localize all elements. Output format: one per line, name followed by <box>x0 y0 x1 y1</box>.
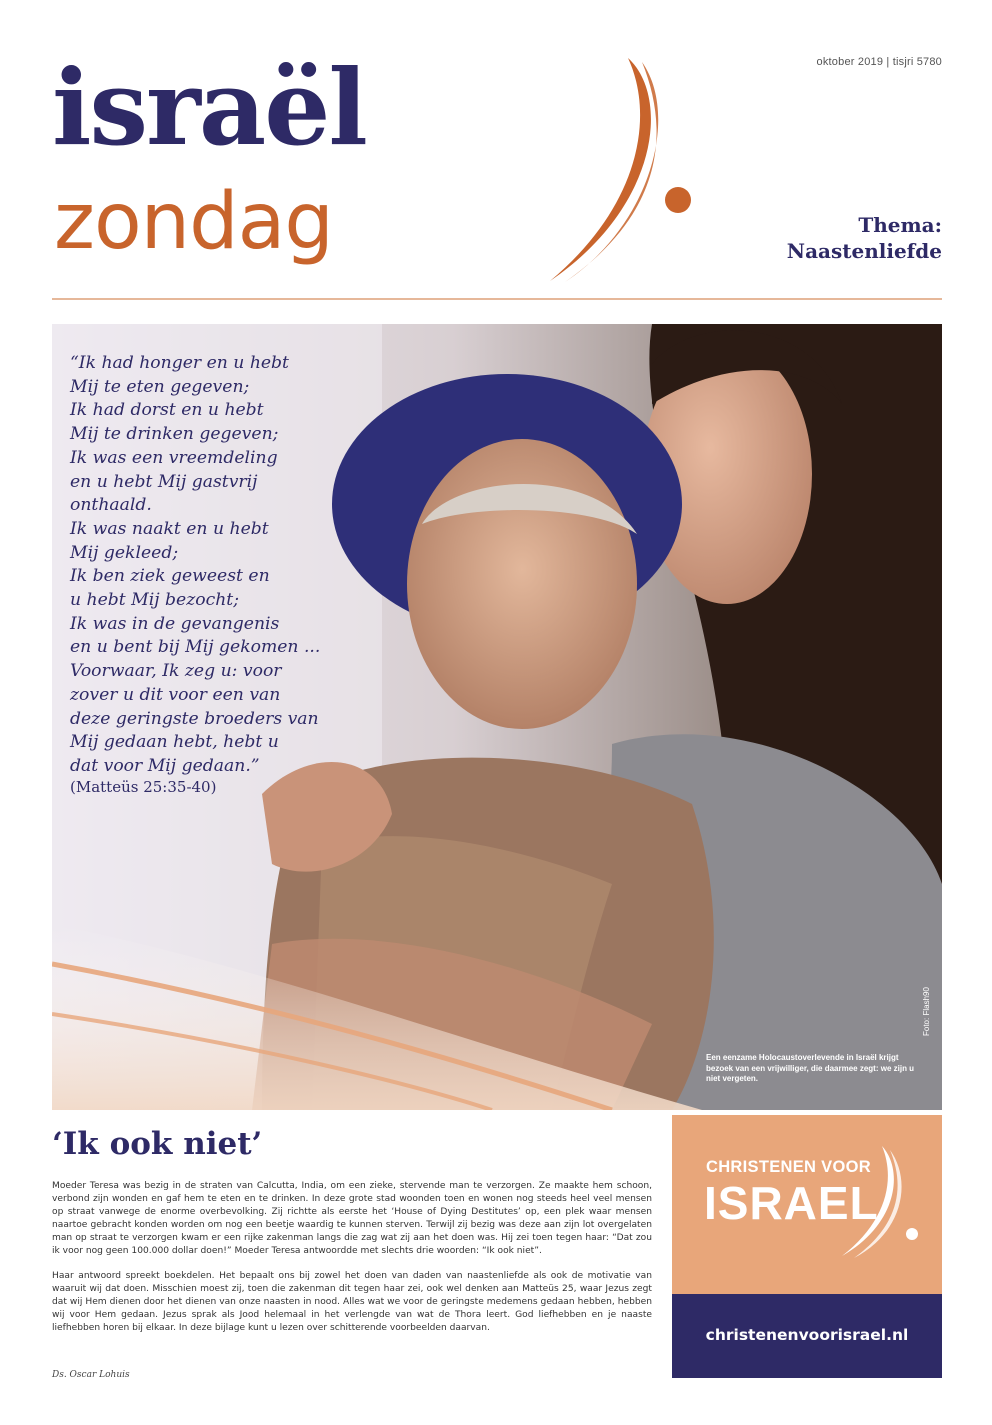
article-headline: ‘Ik ook niet’ <box>52 1126 263 1162</box>
scripture-reference: (Matteüs 25:35-40) <box>70 778 217 796</box>
website-link[interactable]: christenenvoorisrael.nl <box>705 1326 909 1344</box>
article-paragraph: Haar antwoord spreekt boekdelen. Het bepaalt ons bij zowel het doen van daden van naastenliefde als ook de motivatie van waaruit wij dat doen. Misschien moest zij, toen die zakenman dit tegen haar zei, ook wel denken aan Matteüs 25, waar Jezus zegt dat wij Hem dienen door het dienen van onze naasten in nood. Alles wat we voor de geringste medemens gedaan hebben, hebben wij voor Hem gedaan. Jezus sprak als Jood helemaal in het verlengde van wat de Thora leert. God liefhebben en je naaste liefhebben horen bij elkaar. In deze bijlage kunt u lezen over schitterende voorbeelden daarvan. <box>52 1271 652 1333</box>
photo-caption: Een eenzame Holocaustoverlevende in Israël krijgt bezoek van een vrijwilliger, die daarmee zegt: we zijn u niet vergeten. <box>706 1053 915 1083</box>
masthead-subtitle: zondag <box>54 177 333 267</box>
photo-credit: Foto: Flash90 <box>922 987 931 1036</box>
issue-date: oktober 2019 | tisjri 5780 <box>816 56 942 68</box>
header-divider <box>52 298 942 300</box>
scripture-quote: “Ik had honger en u hebt Mij te eten gegeven; Ik had dorst en u hebt Mij te drinken gegeven; Ik was een vreemdeling en u hebt Mij gastvrij onthaald. Ik was naakt en u hebt Mij gekleed; Ik ben ziek geweest en u hebt Mij bezocht; Ik was in de gevangenis en u bent bij Mij gekomen ... Voorwaar, Ik zeg u: voor zover u dit voor een van deze geringste broeders van Mij gedaan hebt, hebt u dat voor Mij gedaan.” <box>70 353 321 776</box>
swoosh-logo-icon <box>520 56 710 286</box>
article-body <box>52 1180 652 1347</box>
sponsor-name-line1: CHRISTENEN VOOR <box>706 1158 871 1176</box>
masthead-title: israël <box>52 46 366 169</box>
sponsor-name-line2: ISRAEL <box>704 1177 879 1229</box>
article-author: Ds. Oscar Lohuis <box>52 1370 130 1380</box>
theme-label: Thema: <box>858 213 942 237</box>
sponsor-swoosh-icon <box>820 1140 930 1260</box>
theme-value: Naastenliefde <box>786 239 942 263</box>
theme-block <box>740 212 942 264</box>
article-paragraph: Moeder Teresa was bezig in de straten van Calcutta, India, om een zieke, stervende man te verzorgen. Ze maakte hem schoon, verbond zijn wonden en gaf hem te eten en te drinken. In deze grote stad woonden toen en wonen nog steeds heel veel mensen op straat vanwege de enorme overbevolking. Zij richtte als eerste het ‘House of Dying Destitutes’ op, een plek waar mensen naartoe gebracht konden worden om nog een beetje waardig te kunnen sterven. Terwijl zij bezig was deze aan zijn lot overgelaten man op straat te verzorgen kwam er een rijke zakenman langs die zag wat zij aan het doen was. Hij zei toen tegen haar: “Dat zou ik voor nog geen 100.000 dollar doen!” Moeder Teresa antwoordde met slechts drie woorden: “Ik ook niet”. <box>52 1181 652 1256</box>
